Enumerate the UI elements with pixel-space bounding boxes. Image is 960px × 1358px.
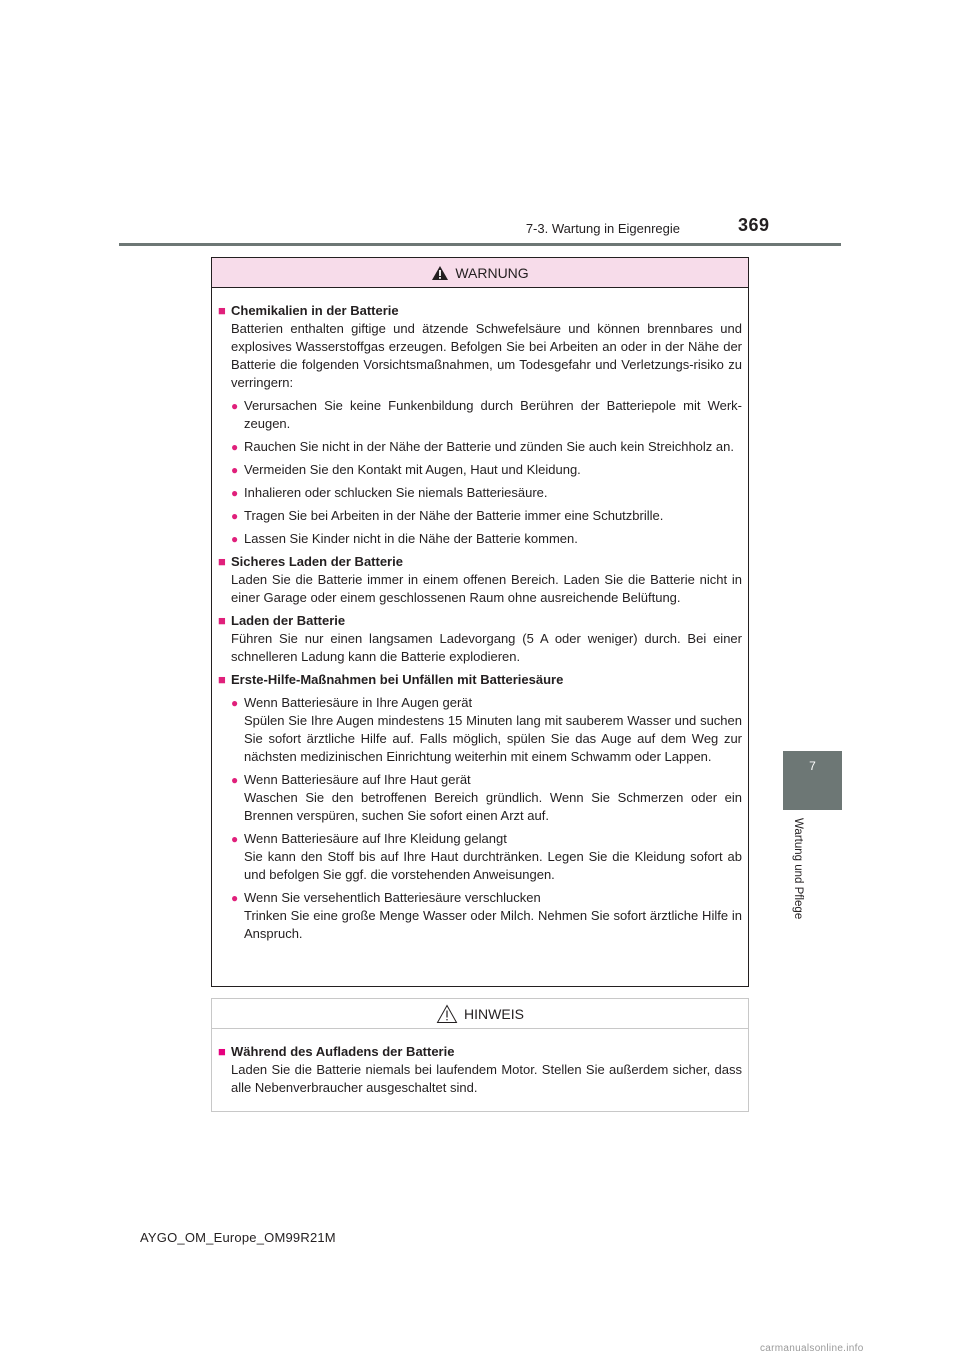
- circle-bullet-icon: ●: [231, 532, 239, 546]
- list-item: [231, 694, 742, 766]
- circle-bullet-icon: ●: [231, 696, 239, 710]
- warning-section-title: Chemikalien in der Batterie: [231, 303, 399, 318]
- warning-section-title: Sicheres Laden der Batterie: [231, 554, 403, 569]
- page-number: 369: [738, 215, 770, 235]
- item-text: Sie kann den Stoff bis auf Ihre Haut durchtränken. Legen Sie die Kleidung sofort ab und befolgen Sie ggf. die vorstehenden Anweisungen.: [244, 849, 742, 882]
- warning-section: [218, 612, 742, 666]
- item-heading: Wenn Batteriesäure auf Ihre Kleidung gelangt: [244, 831, 507, 846]
- circle-bullet-icon: ●: [231, 463, 239, 477]
- notice-box: [211, 998, 749, 1112]
- notice-content: [212, 1029, 748, 1097]
- warning-section: [218, 302, 742, 548]
- circle-bullet-icon: ●: [231, 832, 239, 846]
- notice-section: [218, 1043, 742, 1097]
- warning-box: [211, 257, 749, 987]
- square-bullet-icon: ■: [218, 1044, 226, 1059]
- doc-code: AYGO_OM_Europe_OM99R21M: [140, 1230, 336, 1245]
- list-item: ● Verursachen Sie keine Funkenbildung durch Berühren der Batteriepole mit Werk-zeugen.: [231, 398, 742, 431]
- warning-triangle-icon: [431, 265, 449, 281]
- list-item: [231, 830, 742, 884]
- item-text: Waschen Sie den betroffenen Bereich gründlich. Wenn Sie Schmerzen oder ein Brennen verspüren, suchen Sie sofort einen Arzt auf.: [244, 790, 742, 823]
- circle-bullet-icon: ●: [231, 773, 239, 787]
- warning-section-title: Laden der Batterie: [231, 613, 346, 628]
- warning-content: [212, 288, 748, 943]
- item-text: Trinken Sie eine große Menge Wasser oder Milch. Nehmen Sie sofort ärztliche Hilfe in Anspruch.: [244, 908, 742, 941]
- item-heading: Wenn Batteriesäure in Ihre Augen gerät: [244, 695, 473, 710]
- chapter-number: 7: [809, 759, 816, 773]
- item-text: Spülen Sie Ihre Augen mindestens 15 Minuten lang mit sauberem Wasser und suchen Sie sofort ärztliche Hilfe auf. Falls möglich, spülen Sie das Auge auf dem Weg zur nächsten medizinischen Einrichtung weiterhin mit einem Schwamm oder Lappen.: [244, 713, 742, 764]
- warning-label: WARNUNG: [455, 264, 529, 281]
- list-item: ● Rauchen Sie nicht in der Nähe der Batterie und zünden Sie auch kein Streichholz an.: [231, 439, 734, 454]
- square-bullet-icon: ■: [218, 672, 226, 687]
- list-item: ● Lassen Sie Kinder nicht in die Nähe der Batterie kommen.: [231, 531, 578, 546]
- square-bullet-icon: ■: [218, 554, 226, 569]
- warning-section-text: Batterien enthalten giftige und ätzende Schwefelsäure und können brennbares und explosives Wasserstoffgas erzeugen. Befolgen Sie bei Arbeiten an oder in der Nähe der Batterie die folgenden Vorsichtsmaßnahmen, um Todesgefahr und Verletzungs-risiko zu verringern:: [231, 321, 742, 390]
- notice-header: [212, 999, 748, 1029]
- chapter-tab: [783, 751, 842, 810]
- item-heading: Wenn Batteriesäure auf Ihre Haut gerät: [244, 772, 471, 787]
- square-bullet-icon: ■: [218, 613, 226, 628]
- circle-bullet-icon: ●: [231, 486, 239, 500]
- warning-section-text: Laden Sie die Batterie immer in einem offenen Bereich. Laden Sie die Batterie nicht in einer Garage oder einem geschlossenen Raum ohne ausreichende Belüftung.: [231, 572, 742, 605]
- list-item: ● Vermeiden Sie den Kontakt mit Augen, Haut und Kleidung.: [231, 462, 581, 477]
- circle-bullet-icon: ●: [231, 440, 239, 454]
- list-item: ● Tragen Sie bei Arbeiten in der Nähe der Batterie immer eine Schutzbrille.: [231, 508, 664, 523]
- chapter-label: Wartung und Pflege: [792, 818, 804, 920]
- section-title: 7-3. Wartung in Eigenregie: [525, 221, 680, 236]
- circle-bullet-icon: ●: [231, 509, 239, 523]
- item-heading: Wenn Sie versehentlich Batteriesäure verschlucken: [244, 890, 541, 905]
- warning-section-text: Führen Sie nur einen langsamen Ladevorgang (5 A oder weniger) durch. Bei einer schnelleren Ladung kann die Batterie explodieren.: [231, 631, 742, 664]
- notice-label: HINWEIS: [464, 1005, 524, 1022]
- notice-section-text: Laden Sie die Batterie niemals bei laufendem Motor. Stellen Sie außerdem sicher, dass alle Nebenverbraucher ausgeschaltet sind.: [231, 1062, 742, 1095]
- list-item: ● Inhalieren oder schlucken Sie niemals Batteriesäure.: [231, 485, 548, 500]
- warning-section-title: Erste-Hilfe-Maßnahmen bei Unfällen mit Batteriesäure: [231, 672, 564, 687]
- notice-triangle-icon: [436, 1004, 458, 1024]
- circle-bullet-icon: ●: [231, 399, 239, 413]
- warning-header: [212, 258, 748, 288]
- notice-section-title: Während des Aufladens der Batterie: [231, 1044, 455, 1059]
- circle-bullet-icon: ●: [231, 891, 239, 905]
- warning-section: [218, 553, 742, 607]
- list-item: [231, 771, 742, 825]
- list-item: [231, 889, 742, 943]
- warning-section: [218, 671, 742, 943]
- header-rule: [119, 243, 841, 246]
- watermark: carmanualsonline.info: [760, 1343, 864, 1354]
- square-bullet-icon: ■: [218, 303, 226, 318]
